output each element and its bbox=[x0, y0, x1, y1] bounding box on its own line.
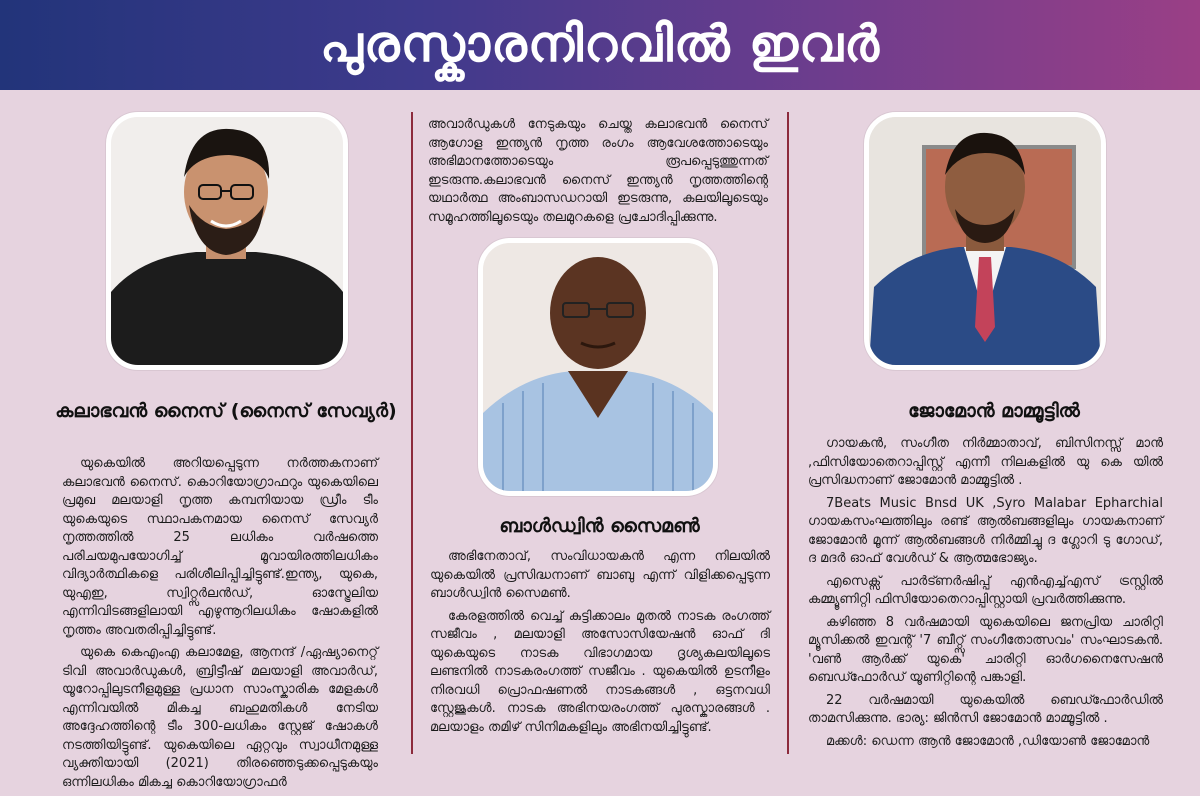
bio-paragraph: അഭിനേതാവ്, സംവിധായകൻ എന്ന നിലയിൽ യുകെയിൽ പ്രസിദ്ധനാണ് ബാബു എന്ന് വിളിക്കപ്പെടുന്ന ബാൾഡ്വിൻ സൈമൺ. bbox=[430, 549, 770, 601]
portrait-illustration bbox=[483, 243, 713, 491]
bio-paragraph: കഴിഞ്ഞ 8 വർഷമായി യുകെയിലെ ജനപ്രിയ ചാരിറ്റി മ്യൂസിക്കൽ ഇവന്റ് '7 ബീറ്റ്സ് സംഗീതോത്സവം' സംഘാടകൻ. 'വൺ ആർക്ക് യുകെ' ചാരിറ്റി ഓർഗനൈസേഷൻ ബെഡ്ഫോർഡ് യൂണിറ്റിന്റെ പങ്കാളി. bbox=[808, 614, 1163, 685]
portrait-illustration bbox=[111, 117, 343, 365]
bio-jomon-mammoottil bbox=[808, 435, 1163, 755]
bio-paragraph: എസെക്സ് പാർട്ണർഷിപ്പ് എൻഎച്ച്എസ് ട്രസ്റ്റിൽ കമ്മ്യൂണിറ്റി ഫിസിയോതെറാപ്പിസ്റ്റായി പ്രവർത്തിക്കുന്നു. bbox=[808, 573, 1163, 607]
name-kalabhavan-nice: കലാഭവൻ നൈസ് (നൈസ് സേവ്യർ) bbox=[55, 400, 397, 422]
bio-paragraph: ഗായകൻ, സംഗീത നിർമ്മാതാവ്, ബിസിനസ്സ് മാൻ ,ഫിസിയോതെറാപ്പിസ്റ്റ് എന്നീ നിലകളിൽ യു കെ യിൽ പ്രസിദ്ധനാണ് ജോമോൻ മാമ്മൂട്ടിൽ . bbox=[808, 436, 1163, 488]
bio-paragraph: 22 വർഷമായി യുകെയിൽ ബെഡ്ഫോർഡിൽ താമസിക്കുന്നു. ഭാര്യ: ജിൻസി ജോമോൻ മാമ്മൂട്ടിൽ . bbox=[808, 692, 1163, 726]
bio-paragraph: 7Beats Music Bnsd UK ,Syro Malabar Epharchial ഗായകസംഘത്തിലും രണ്ട് ആൽബങ്ങളിലും ഗായകനാണ് ജോമോൻ മൂന്ന് ആൽബങ്ങൾ നിർമ്മിച്ചു ദ ഗ്ലോറി ടു ഗോഡ്, ദ മദർ ഓഫ് വേൾഡ് & ആത്മഭോജ്യം. bbox=[808, 495, 1163, 566]
column-divider-right bbox=[787, 112, 789, 754]
portrait-illustration bbox=[869, 117, 1101, 365]
photo-jomon-mammoottil bbox=[864, 112, 1106, 370]
photo-baldwin-simon bbox=[478, 238, 718, 496]
name-baldwin-simon: ബാൾഡ്വിൻ സൈമൺ bbox=[499, 515, 700, 537]
banner-title: പുരസ്കാരനിറവിൽ ഇവർ bbox=[320, 15, 880, 73]
bio-continued-kalabhavan-nice bbox=[428, 116, 768, 231]
bio-paragraph: അവാർഡുകൾ നേടുകയും ചെയ്ത കലാഭവൻ നൈസ് ആഗോള ഇന്ത്യൻ നൃത്ത രംഗം ആവേശത്തോടെയും അഭിമാനത്തോടെയും രൂപപ്പെടുത്തുന്നത് ഇടരുന്നു.കലാഭവൻ നൈസ് ഇന്ത്യൻ നൃത്തത്തിന്റെ യഥാർത്ഥ അംബാസഡറായി ഇടരുന്നു, കലയിലൂടെയും സമൂഹത്തിലൂടെയും തലമുറകളെ പ്രചോദിപ്പിക്കുന്നു. bbox=[428, 117, 768, 225]
bio-paragraph: മക്കൾ: ഡെന്ന ആൻ ജോമോൻ ,ഡിയോൺ ജോമോൻ bbox=[826, 733, 1150, 749]
bio-paragraph: യുകെ കെഎംഎ കലാമേള, ആനന്ദ് /ഏഷ്യാനെറ്റ് ടിവി അവാർഡുകൾ, ബ്രിട്ടീഷ് മലയാളി അവാർഡ്, യൂറോപ്പിലുടനീളമുള്ള പ്രധാന സാംസ്കാരിക മേളകൾ എന്നിവയിൽ മികച്ച ബഹുമതികൾ നേടിയ അദ്ദേഹത്തിന്റെ ടീം 300-ലധികം സ്റ്റേജ് ഷോകൾ നടത്തിയിട്ടുണ്ട്. യുകെയിലെ ഏറ്റവും സ്വാധീനമുള്ള വ്യക്തിയായി (2021) തിരഞ്ഞെടുക്കപ്പെടുകയും ഒന്നിലധികം മികച്ച കൊറിയോഗ്രാഫർ bbox=[62, 645, 378, 790]
name-jomon-mammoottil: ജോമോൻ മാമ്മൂട്ടിൽ bbox=[908, 400, 1080, 422]
photo-kalabhavan-nice bbox=[106, 112, 348, 370]
bio-kalabhavan-nice bbox=[62, 455, 378, 796]
column-divider-left bbox=[411, 112, 413, 754]
bio-paragraph: കേരളത്തിൽ വെച്ച് കുട്ടിക്കാലം മുതൽ നാടക രംഗത്ത് സജീവം , മലയാളി അസോസിയേഷൻ ഓഫ് ദി യുകെയുടെ നാടക വിഭാഗമായ ദൃശ്യകലയിലൂടെ ലണ്ടനിൽ നാടകരംഗത്ത് സജീവം . യുകെയിൽ ഉടനീളം നിരവധി പ്രൊഫഷണൽ നാടകങ്ങൾ , ഒട്ടനവധി സ്റ്റേജുകൾ. നാടക അഭിനയരംഗത്ത് പുരസ്കാരങ്ങൾ . മലയാളം തമിഴ് സിനിമകളിലും അഭിനയിച്ചിട്ടുണ്ട്. bbox=[430, 608, 770, 735]
bio-baldwin-simon bbox=[430, 548, 770, 741]
bio-paragraph: യുകെയിൽ അറിയപ്പെടുന്ന നർത്തകനാണ് കലാഭവൻ നൈസ്. കൊറിയോഗ്രാഫറും യുകെയിലെ പ്രമുഖ മലയാളി നൃത്ത കമ്പനിയായ ഡ്രീം ടീം യുകെയുടെ സ്ഥാപകനമായ നൈസ് സേവ്യർ നൃത്തത്തിൽ 25 ലധികം വർഷത്തെ പരിചയമുപയോഗിച്ച് മൂവായിരത്തിലധികം വിദ്യാർത്ഥികളെ പരിശീലിപ്പിച്ചിട്ടുണ്ട്.ഇന്ത്യ, യുകെ, യുഎഇ, സ്വിറ്റ്സർലൻഡ്, ഓസ്ട്രേലിയ എന്നിവിടങ്ങളിലായി എഴുന്നൂറിലധികം ഷോകളിൽ നൃത്തം അവതരിപ്പിച്ചിട്ടുണ്ട്. bbox=[62, 456, 378, 638]
banner bbox=[0, 0, 1200, 90]
